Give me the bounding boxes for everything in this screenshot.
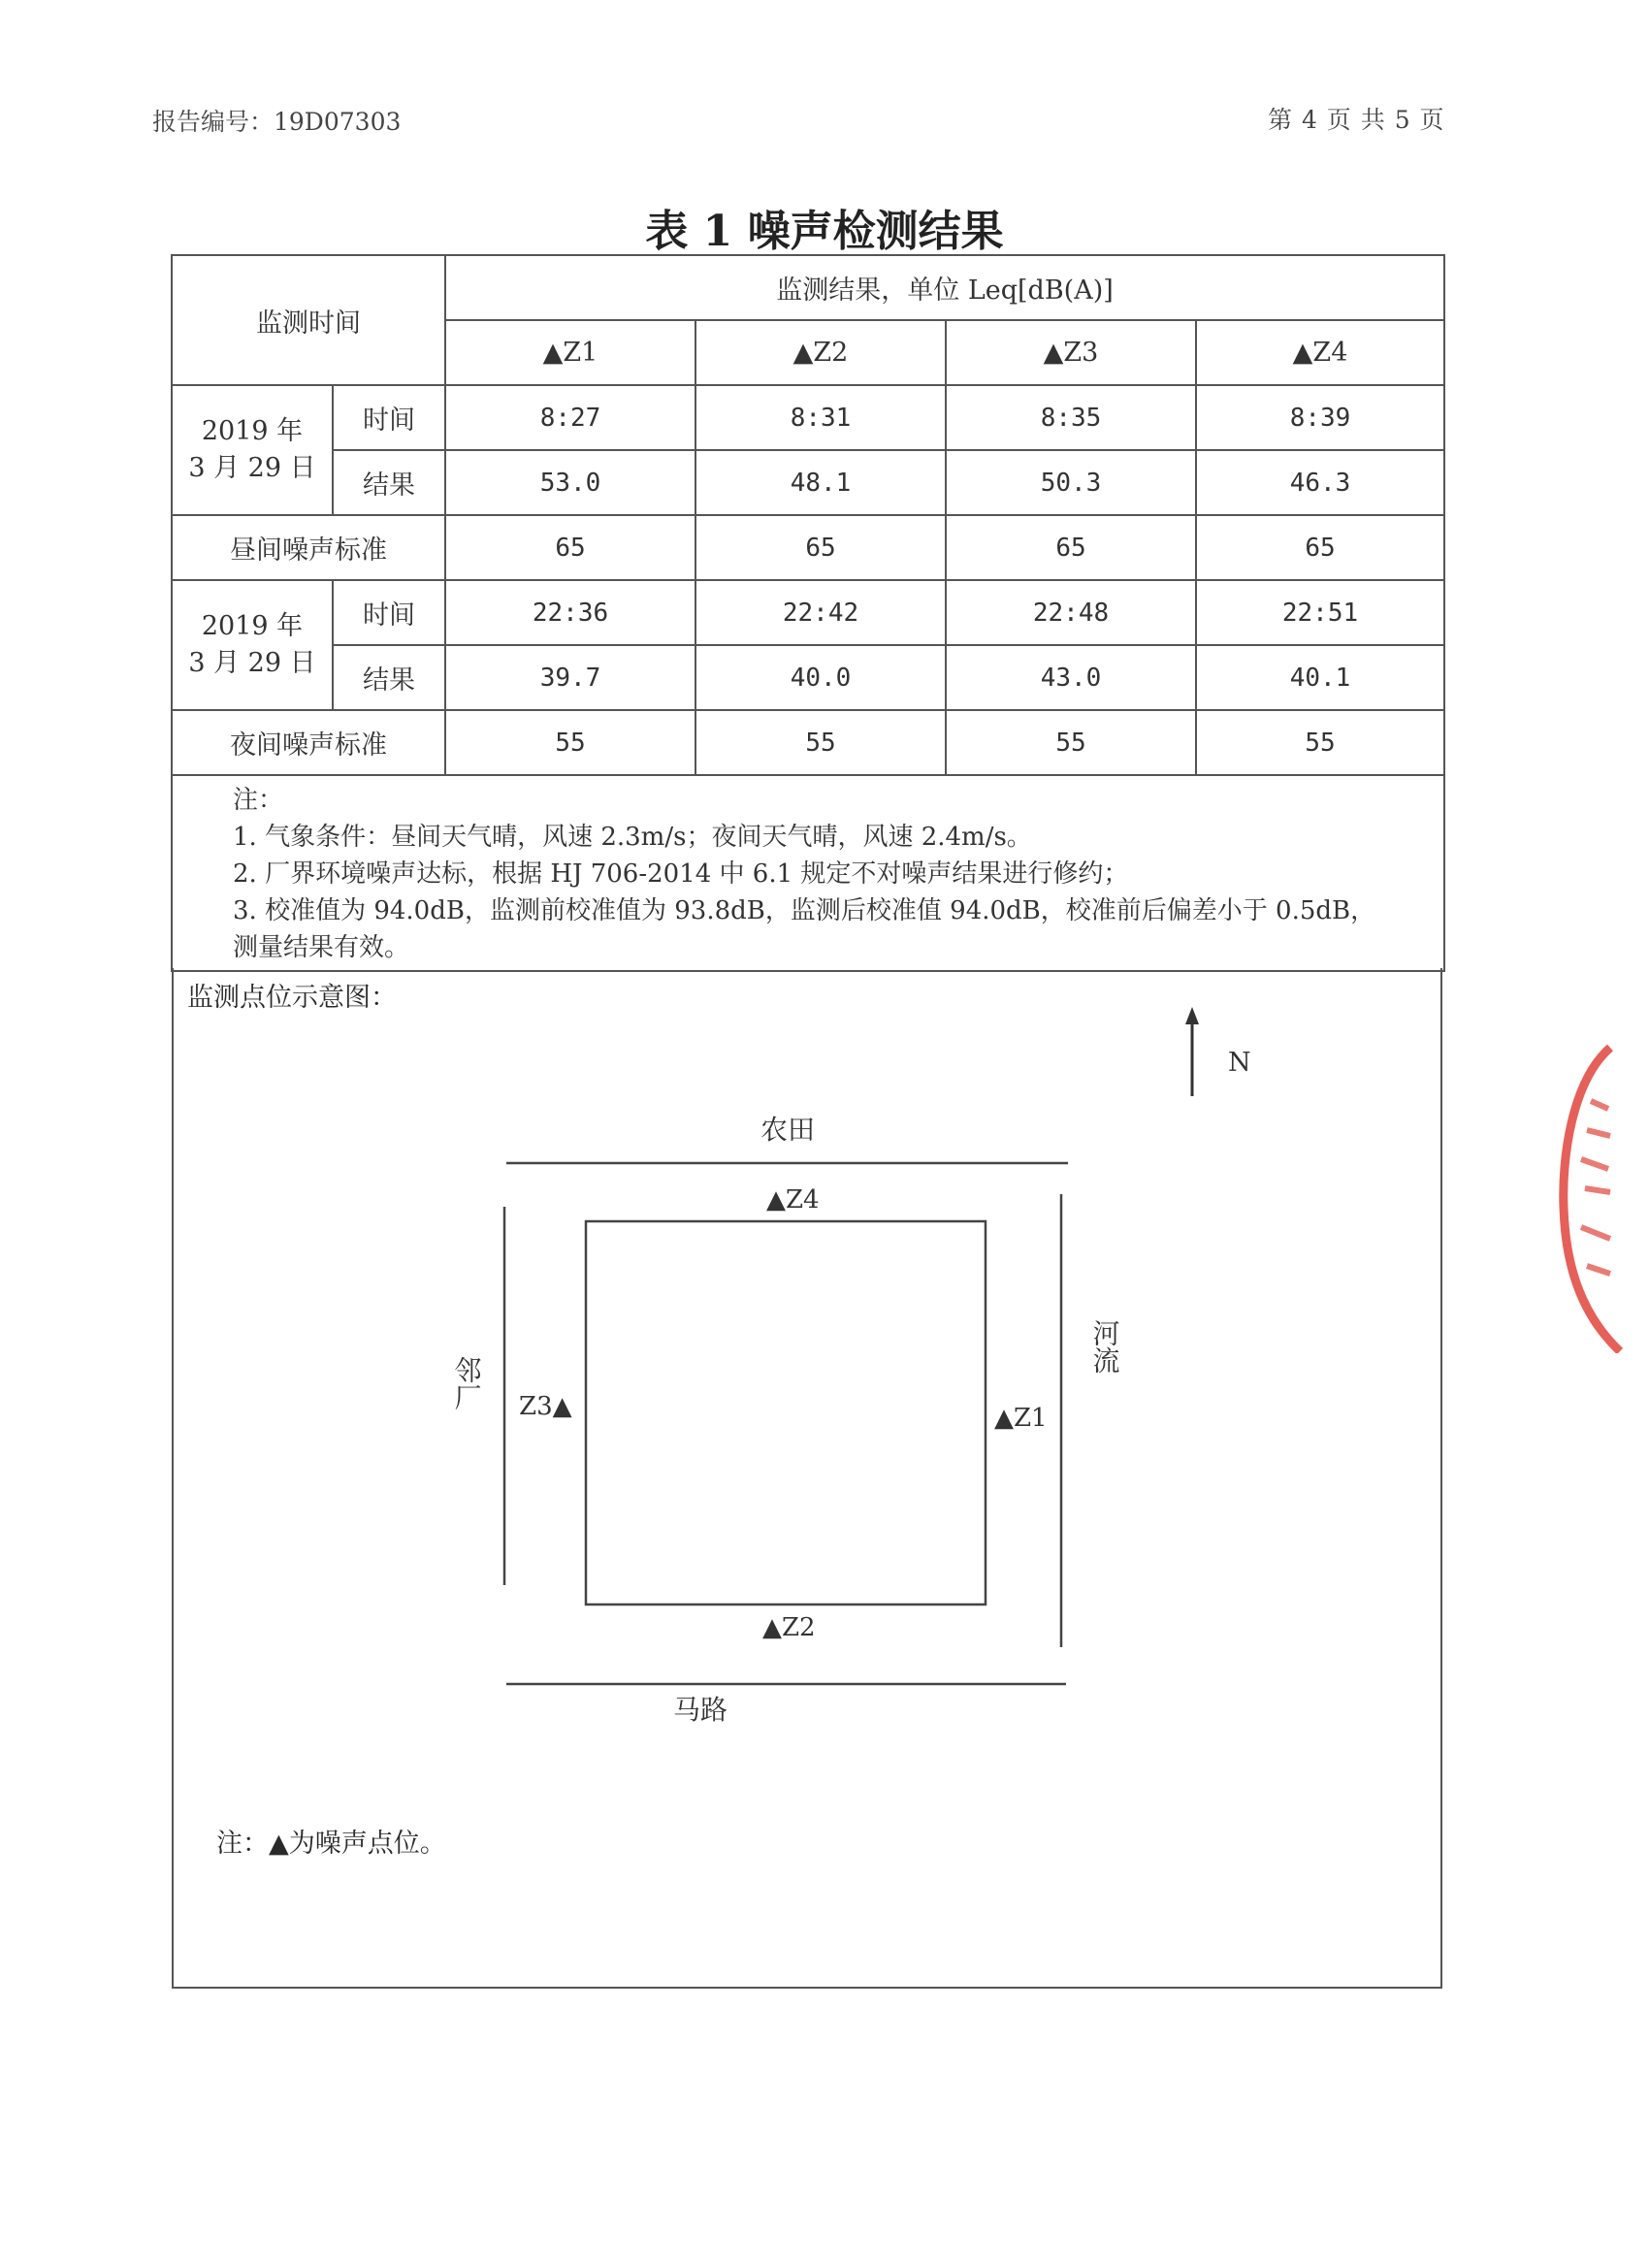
notes-cell [172,775,1444,971]
night-standard-z2: 55 [695,710,946,775]
note-3-continued: 测量结果有效。 [233,933,410,962]
north-arrow-icon [1185,1007,1199,1096]
legend-note: 注：▲为噪声点位。 [216,1829,446,1859]
night-time-z2: 22:42 [695,580,946,645]
day-date [172,385,333,515]
report-number: 报告编号：19D07303 [152,108,402,136]
night-time-z4: 22:51 [1196,580,1444,645]
night-result-z2: 40.0 [695,645,946,710]
day-time-z1: 8:27 [445,385,695,450]
night-standard-z1: 55 [445,710,695,775]
north-side-label: 农田 [760,1114,816,1146]
west-side-label: 邻厂 [450,1356,483,1410]
day-date-year: 2019 年 [201,416,304,446]
day-standard-z4: 65 [1196,515,1444,580]
red-seal-stamp [1552,1043,1630,1353]
point-z2: ▲Z2 [762,1613,816,1642]
night-date-day: 3 月 29 日 [188,648,316,678]
night-result-z3: 43.0 [946,645,1196,710]
night-time-label: 时间 [333,580,445,645]
day-time-z4: 8:39 [1196,385,1444,450]
day-result-z3: 50.3 [946,450,1196,515]
day-result-z2: 48.1 [695,450,946,515]
night-time-z3: 22:48 [946,580,1196,645]
result-header: 监测结果，单位 Leq[dB(A)] [445,255,1444,320]
night-date [172,580,333,710]
day-standard-z2: 65 [695,515,946,580]
note-2: 2. 厂界环境噪声达标，根据 HJ 706-2014 中 6.1 规定不对噪声结果进行修约； [233,859,1129,889]
plant-boundary [586,1221,986,1604]
notes-heading: 注： [233,786,284,815]
night-standard-z4: 55 [1196,710,1444,775]
day-standard-z3: 65 [946,515,1196,580]
diagram-section [172,968,1442,1989]
night-result-z4: 40.1 [1196,645,1444,710]
day-standard-z1: 65 [445,515,695,580]
day-result-z1: 53.0 [445,450,695,515]
diagram-label: 监测点位示意图： [187,983,397,1013]
noise-results-table [171,254,1445,972]
night-time-z1: 22:36 [445,580,695,645]
day-result-label: 结果 [333,450,445,515]
north-label: N [1228,1048,1251,1078]
day-time-z2: 8:31 [695,385,946,450]
night-date-year: 2019 年 [201,611,304,641]
night-result-z1: 39.7 [445,645,695,710]
point-header-z4: ▲Z4 [1196,320,1444,385]
east-side-label: 河流 [1088,1319,1121,1374]
night-standard-label: 夜间噪声标准 [172,710,445,775]
day-date-day: 3 月 29 日 [188,453,316,483]
point-header-z1: ▲Z1 [445,320,695,385]
day-result-z4: 46.3 [1196,450,1444,515]
point-z4: ▲Z4 [766,1185,820,1215]
day-time-z3: 8:35 [946,385,1196,450]
night-result-label: 结果 [333,645,445,710]
table-title: 表 1 噪声检测结果 [645,207,1004,256]
day-time-label: 时间 [333,385,445,450]
point-header-z2: ▲Z2 [695,320,946,385]
note-1: 1. 气象条件：昼间天气晴，风速 2.3m/s；夜间天气晴，风速 2.4m/s。 [233,823,1032,852]
point-z1: ▲Z1 [994,1404,1048,1433]
point-z3: Z3▲ [519,1392,572,1421]
point-header-z3: ▲Z3 [946,320,1196,385]
note-3: 3. 校准值为 94.0dB，监测前校准值为 93.8dB，监测后校准值 94.0dB，校准前后偏差小于 0.5dB， [233,896,1376,925]
time-header: 监测时间 [172,255,445,385]
night-standard-z3: 55 [946,710,1196,775]
south-side-label: 马路 [673,1694,728,1726]
day-standard-label: 昼间噪声标准 [172,515,445,580]
page-info: 第 4 页 共 5 页 [1268,106,1445,134]
